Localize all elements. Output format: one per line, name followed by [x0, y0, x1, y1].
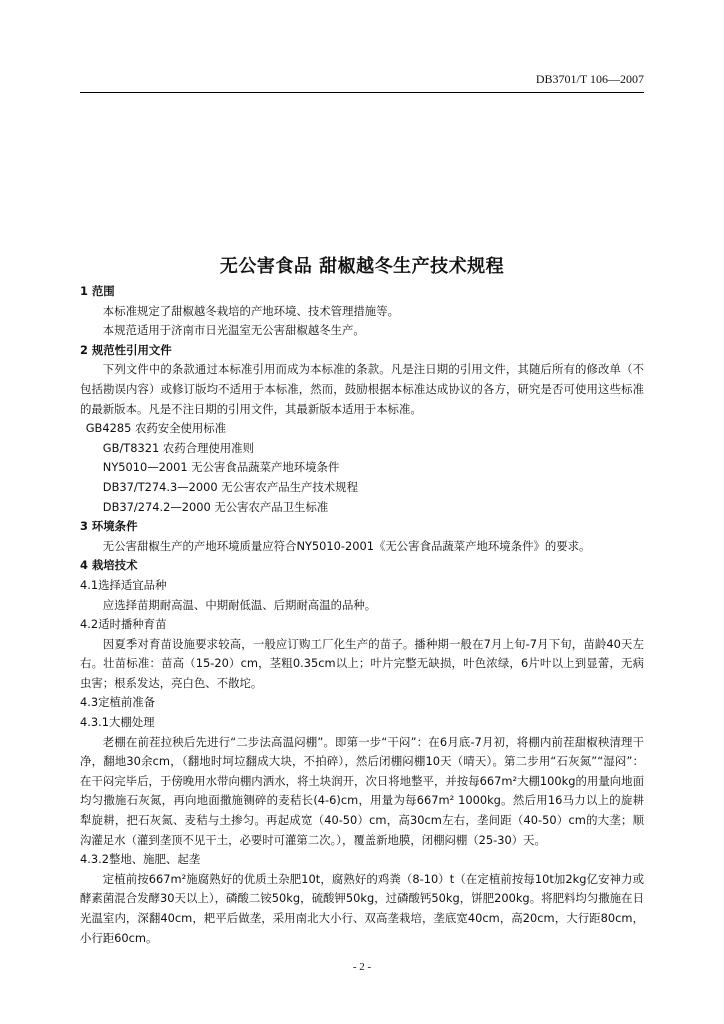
- subsection-heading: 4.3.2整地、施肥、起垄: [80, 852, 201, 867]
- document-body: [80, 282, 644, 948]
- subsection-heading: 4.3.1大棚处理: [80, 715, 155, 730]
- page-number: - 2 -: [352, 961, 372, 973]
- paragraph: 老棚在前茬拉秧后先进行“二步法高温闷棚”。即第一步“干闷”：在6月底-7月初，将棚内前茬甜椒秧清理干净，翻地30余cm，（翻地时坷垃翻成大块，不拍碎），然后闭棚闷棚10天（晴天）。第二步用“石灰氮”“湿闷”：在干闷完毕后，于傍晚用水带向棚内洒水，将土块润开，次日将地整平，并按每667m²大棚100kg的用量向地面均匀撒施石灰氮，再向地面撒施铡碎的麦秸长(4-6)cm，用量为每667m² 1000kg。然后用16马力以上的旋耕犁旋耕，把石灰氮、麦秸与土掺匀。再起成宽（40-50）cm，高30cm左右，垄间距（40-50）cm的大垄；顺沟灌足水（灌到垄顶不见干土，必要时可灌第二次。），覆盖新地膜，闭棚闷棚（25-30）天。: [80, 734, 644, 847]
- paragraph: 本规范适用于济南市日光温室无公害甜椒越冬生产。: [102, 323, 365, 338]
- subsection-heading: 4.1选择适宜品种: [80, 577, 167, 592]
- subsection-heading: 4.3定植前准备: [80, 695, 156, 710]
- paragraph: 下列文件中的条款通过本标准引用而成为本标准的条款。凡是注日期的引用文件，其随后所有的修改单（不包括勘误内容）或修订版均不适用于本标准，然而，鼓励根据本标准达成协议的各方，研究是否可使用这些标准的最新版本。凡是不注日期的引用文件，其最新版本适用于本标准。: [80, 362, 644, 416]
- reference-item: GB4285 农药安全使用标准: [85, 421, 227, 436]
- section-heading-normative-references: 2 规范性引用文件: [80, 342, 172, 357]
- paragraph: 无公害甜椒生产的产地环境质量应符合NY5010-2001《无公害食品蔬菜产地环境条件》的要求。: [102, 538, 591, 553]
- reference-item: DB37/274.2—2000 无公害农产品卫生标准: [102, 499, 329, 514]
- paragraph: 本标准规定了甜椒越冬栽培的产地环境、技术管理措施等。: [102, 303, 399, 318]
- reference-item: GB/T8321 农药合理使用准则: [102, 440, 254, 455]
- subsection-heading: 4.2适时播种育苗: [80, 617, 167, 632]
- standard-code: DB3701/T 106—2007: [535, 72, 644, 86]
- paragraph: 应选择苗期耐高温、中期耐低温、后期耐高温的品种。: [102, 597, 377, 612]
- section-heading-cultivation: 4 栽培技术: [80, 558, 138, 573]
- section-heading-scope: 1 范围: [80, 284, 115, 298]
- reference-item: DB37/T274.3—2000 无公害农产品生产技术规程: [102, 479, 358, 494]
- header-rule: [80, 92, 644, 93]
- section-heading-environment: 3 环境条件: [80, 519, 138, 534]
- document-title: 无公害食品 甜椒越冬生产技术规程: [219, 256, 505, 277]
- paragraph: 定植前按667m²施腐熟好的优质土杂肥10t，腐熟好的鸡粪（8-10）t（在定植前按每10t加2kg亿安神力或酵素菌混合发酵30天以上），磷酸二铵50kg，硫酸钾50kg，过磷酸钙50kg，饼肥200kg。将肥料均匀撒施在日光温室内，深翻40cm，耙平后做垄，采用南北大小行、双高垄栽培，垄底宽40cm，高20cm，大行距80cm，小行距60cm。: [80, 871, 644, 945]
- paragraph: 因夏季对育苗设施要求较高，一般应订购工厂化生产的苗子。播种期一般在7月上旬-7月下旬，苗龄40天左右。壮苗标准：苗高（15-20）cm，茎粗0.35cm以上；叶片完整无缺损，叶色浓绿，6片叶以上到显蕾，无病虫害；根系发达，亮白色、不散坨。: [80, 636, 644, 690]
- reference-item: NY5010—2001 无公害食品蔬菜产地环境条件: [102, 460, 340, 475]
